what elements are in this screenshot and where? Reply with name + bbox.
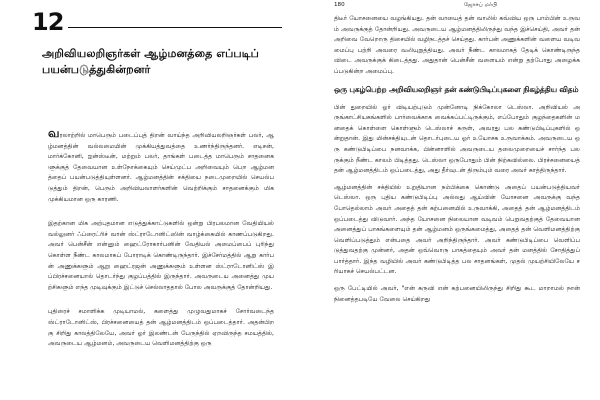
running-title: ஜோசப் மர்பி: [464, 2, 498, 8]
paragraph: பின் துறையில் ஓர் விடியற்புடும் முன்னோடி நிக்கோலா டெஸ்லா. அறிவியல் அருங்காட்சியகங்களில் பார்வைக்காக வைக்கப்பட்டிருக்கும், எப்போதும் குழந்தைகளின் மனதைக் கொள்ளை கொள்ளும் டெஸ்லாச் சுருள், அவரது பல கண்டுபிடிப்புகளில் ஒன்றுதான். இது மின்சக்தியுடன் தொடர்புடைய ஓர் உயோசக உருவாக்கம். அவருடைய ஒரு கண்டுபிடிப்பை நனவாக்க, பின்னாளில் அவருடைய தலைமுறையைச் சார்ந்த பலருக்கும் நீண்ட காலம் பிடித்தது. டெஸ்லா ஒருபோதும் பின் நிற்கவில்லை. பிரச்சனையைத் தன் ஆழ்மனத்திடம் ஒப்படைத்து, அது தீர்வுடன் திரும்பும் வரை அவர் காத்திருந்தார்.: [334, 103, 580, 175]
left-body: [48, 128, 274, 364]
drop-cap: வ: [48, 126, 60, 140]
right-body: [334, 14, 580, 311]
chapter-header: [32, 8, 282, 36]
paragraph-text: ரலாற்றில் மாபெரும் படைப்புத் திறன் வாய்ந்த அறிவியலறிஞர்கள் பலர், ஆழ்மனத்தின் வல்லமையின் முக்கியத்துவத்தை உணர்ந்திருந்தனர். எடிசன், மார்க்கோனி, ஐன்ஸ்டீன், மற்றும் பலர், தாங்கள் படைத்த மாபெரும் சாதனைகளுக்குத் தேவையான உள்நோக்கையும் செய்முட்ப அறிவையும் பெற ஆழ்மனத்தைப் பயன்படுத்தியுள்ளனர். ஆழ்மனத்தின் சக்தியை நடைமுறையில் செயல்படுத்தும் திறன், பெரும் அறிவியலாளர்களின் வெற்றிக்கும் சாதனைக்கும் மிக முக்கியமான ஒரு காரணி.: [48, 132, 274, 203]
paragraph: திடீர் யோசனையை வழங்கியது. தன் வாயைத் தன் வாலில் கவ்விய ஒரு பாம்பின் உருவம் அவருக்குத் தோன்றியது. அவருடைய ஆழ்மனத்திலிருந்து வந்த இச்செய்தி, அவர் தன் அறிவை வேறொரு திசையில் வழிநடத்தச் செய்தது. கார்பன் அணுக்களின் வளைய வடிவமைப்பு பற்றி அவரை வலியுறுத்தியது. அவர் நீண்ட காலமாகத் தேடிக் கொண்டிருந்த விடை அவருக்குக் கிடைத்தது. அதுதான் பென்சீன் வளையம் என்று தற்போது அழைக்கப்படுகின்ற அமைப்பு.: [334, 15, 580, 75]
paragraph: ஒரு பேட்டியில் அவர், "என் கருவி என் கற்பனையிலிருந்து சிறிது கூட மாறாமல் நான் நினைத்தபடியே வேலை செய்கிறது: [334, 285, 580, 303]
paragraph: இதற்கான மிக அற்புதமான எடுத்துக்காட்டுகளில் ஒன்று பிரபலமான வேதியியல் வல்லுனர் ஃப்ரைட்ரிச் வான் ஸ்ட்ராடோனிட்ஸின் வாழ்க்கையில் காணப்படுகிறது. அவர் பென்சீன் என்னும் ஹைட்ரோகார்பனின் வேதியல் அமைப்பைப் புரிந்து கொள்ள நீண்ட காலமாகப் போராடிக் கொண்டிருந்தார். இச்சேர்மத்தில் ஆறு கார்பன் அணுக்களும் ஆறு ஹைட்ரஜன் அணுக்களும் உள்ளன ஸ்ட்ராடோனிட்ஸ் இப்பிரச்சனையால் தொடர்ந்து குழப்பத்தில் இருந்தார். அவருடைய அனைத்து முயற்சிகளும் எந்த முடிவுக்கும் இட்டுச் செல்லாததால் போல அவருக்குத் தோன்றியது.: [48, 220, 274, 291]
chapter-number: 12: [32, 8, 64, 36]
right-page: [300, 0, 600, 400]
paragraph: புதிரைச் சமாளிக்க முடியாமல், களைத்து முழுவதுமாகச் சோர்வடைந்த ஸ்ட்ராடோனிட்ஸ், பிரச்சனையைத் தன் ஆழ்மனத்திடம் ஒப்படைத்தார். அதன்பிறகு சிறிது காலத்திலேயே, அவர் ஓர் இலண்டன் பேருந்தில் ஏறவிருந்த சமயத்தில், அவருடைய ஆழ்மனம், அவருடைய வெளிமனத்திற்கு ஒரு: [48, 308, 274, 348]
chapter-rule: [68, 27, 282, 28]
section-subheading: ஒரு புகழ்பெற்ற அறிவியலறிஞர் தன் கண்டுபிடிப்புகளை நிகழ்த்திய விதம்: [334, 84, 579, 94]
running-header: [334, 2, 574, 12]
page-number: 180: [334, 2, 345, 8]
paragraph: [48, 128, 274, 205]
paragraph: ஆழ்மனத்தின் சக்தியில் உறுதியான நம்பிக்கை கொண்டு அதைப் பயன்படுத்தியவர் டெஸ்லா. ஒரு புதிய கண்டுபிடிப்பு அல்லது ஆய்வின் யோசனை அவருக்கு வந்தபோதெல்லாம் அவர் அதைத் தன் கற்பனையில் உருவாக்கி, அதைத் தன் ஆழ்மனத்திடம் ஒப்படைத்து விடுவார். அந்த யோசனை நிலையான வடிவம் பெறுவதற்குத் தேவையான அனைத்துப் பாகங்களையும் தன் ஆழ்மனம் ஒருங்கமைத்து, அதைத் தன் வெளிமனத்திற்கு வெளிப்படுத்தும் என்பதை அவர் அறிந்திருந்தார். அவர் கண்டுபிடிப்பை வெளிப்படுத்துவதற்கு முன்னர், அதன் ஒவ்வொரு பாகத்தையும் அவர் தன் மனத்தில் சோதித்துப் பார்த்தார். இந்த வழியில் அவர் கண்டுபிடித்த பல சாதனங்கள், முதல் முயற்சியிலேயே சரியாகச் செயல்பட்டன.: [334, 183, 580, 276]
chapter-title: அறிவியலறிஞர்கள் ஆழ்மனத்தை எப்படிப் பயன்படுத்துகின்றனர்: [42, 47, 259, 76]
